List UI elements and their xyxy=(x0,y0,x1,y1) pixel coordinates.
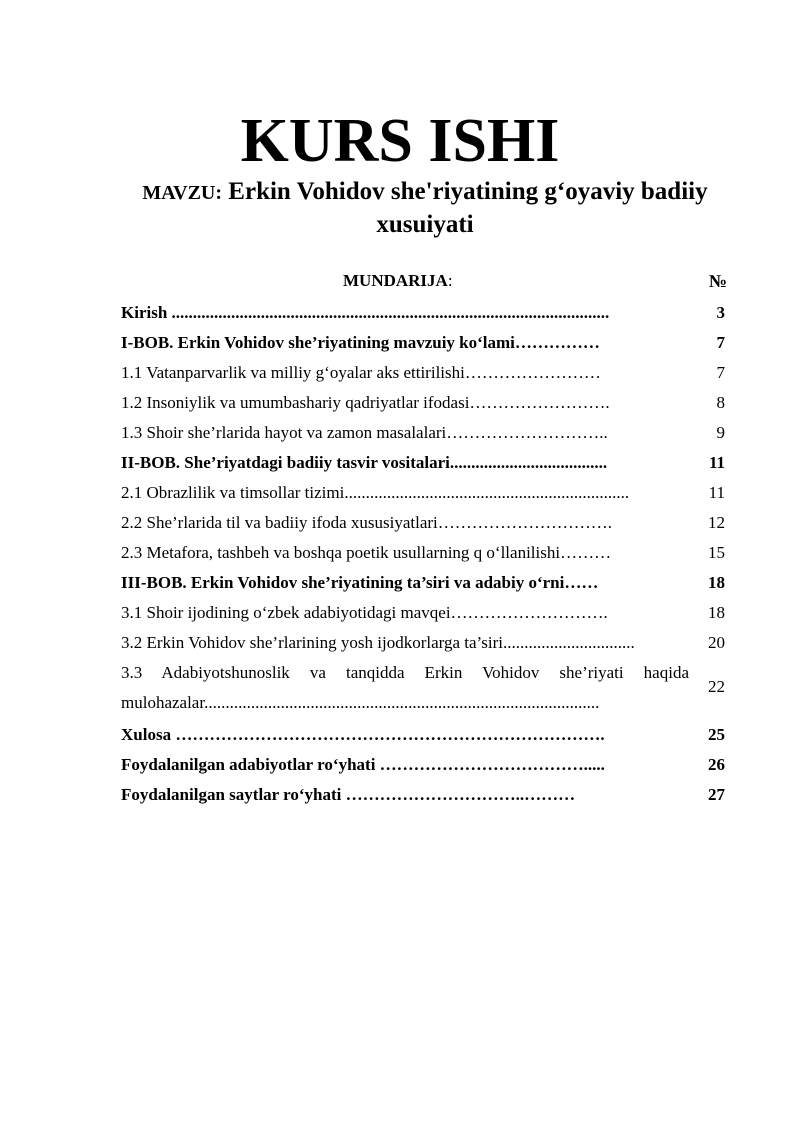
toc-entry-text: 1.3 Shoir she’rlarida hayot va zamon masalalari……………………….. xyxy=(121,423,608,442)
toc-entry-page: 11 xyxy=(708,483,725,502)
toc-row-section-3-2[interactable] xyxy=(121,628,731,658)
toc-entry-text: Kirish ....................................................................................................... xyxy=(121,303,610,322)
toc-heading-text: MUNDARIJA xyxy=(343,271,448,290)
toc-entry-text: 2.1 Obrazlilik va timsollar tizimi................................................................... xyxy=(121,483,630,502)
document-title: KURS ISHI xyxy=(240,107,560,175)
toc-entry-text: Foydalanilgan adabiyotlar ro‘yhati ………………………………..... xyxy=(121,755,605,774)
table-of-contents xyxy=(121,264,731,810)
toc-entry-page: 8 xyxy=(716,393,725,412)
toc-entry-page: 12 xyxy=(708,513,725,532)
toc-entry-text: I-BOB. Erkin Vohidov she’riyatining mavzuiy ko‘lami…………… xyxy=(121,333,600,352)
toc-row-chapter-2[interactable] xyxy=(121,448,731,478)
toc-entry-text: 1.2 Insoniylik va umumbashariy qadriyatlar ifodasi……………………. xyxy=(121,393,610,412)
toc-row-section-2-3[interactable] xyxy=(121,538,731,568)
toc-entry-page: 26 xyxy=(708,755,725,774)
toc-entry-page: 20 xyxy=(708,633,725,652)
document-subtitle xyxy=(120,176,730,241)
toc-entry-page: 15 xyxy=(708,543,725,562)
subtitle-text: Erkin Vohidov she'riyatining g‘oyaviy badiiy xusuiyati xyxy=(228,178,708,238)
toc-row-section-1-2[interactable] xyxy=(121,388,731,418)
number-column-header: № xyxy=(708,271,727,291)
toc-entry-page: 9 xyxy=(716,423,725,442)
toc-entry-text: II-BOB. She’riyatdagi badiiy tasvir vositalari..................................... xyxy=(121,453,608,472)
toc-row-section-3-1[interactable] xyxy=(121,598,731,628)
toc-entry-page: 18 xyxy=(708,603,725,622)
toc-entry-text: 3.3 Adabiyotshunoslik va tanqidda Erkin Vohidov she’riyati haqida mulohazalar............................................................................................. xyxy=(121,663,689,712)
toc-entry-page: 7 xyxy=(716,333,725,352)
toc-row-section-1-3[interactable] xyxy=(121,418,731,448)
toc-entry-text: Foydalanilgan saytlar ro‘yhati …………………………..……… xyxy=(121,785,576,804)
toc-row-introduction[interactable] xyxy=(121,298,731,328)
toc-entry-page: 3 xyxy=(716,303,725,322)
toc-entry-text: 3.2 Erkin Vohidov she’rlarining yosh ijodkorlarga ta’siri............................... xyxy=(121,633,635,652)
toc-heading xyxy=(343,264,453,298)
toc-entry-page: 22 xyxy=(708,677,725,696)
toc-entry-page: 25 xyxy=(708,725,725,744)
toc-row-section-1-1[interactable] xyxy=(121,358,731,388)
toc-row-conclusion[interactable] xyxy=(121,720,731,750)
toc-entry-page: 7 xyxy=(716,363,725,382)
toc-entry-text: 2.2 She’rlarida til va badiiy ifoda xususiyatlari…………………………. xyxy=(121,513,613,532)
toc-row-section-2-1[interactable] xyxy=(121,478,731,508)
toc-entry-page: 27 xyxy=(708,785,725,804)
toc-entry-page: 18 xyxy=(708,573,725,592)
subtitle-label: MAVZU: xyxy=(142,182,223,204)
toc-entry-text: III-BOB. Erkin Vohidov she’riyatining ta’siri va adabiy o‘rni…… xyxy=(121,573,599,592)
toc-entry-page: 11 xyxy=(708,453,725,472)
toc-row-chapter-1[interactable] xyxy=(121,328,731,358)
toc-row-websites[interactable] xyxy=(121,780,731,810)
toc-header xyxy=(121,264,731,298)
toc-entry-text: Xulosa …………………………………………………………………. xyxy=(121,725,605,744)
toc-row-chapter-3[interactable] xyxy=(121,568,731,598)
toc-entry-text: 3.1 Shoir ijodining o‘zbek adabiyotidagi mavqei………………………. xyxy=(121,603,608,622)
toc-row-section-3-3[interactable] xyxy=(121,658,731,720)
toc-row-references[interactable] xyxy=(121,750,731,780)
toc-entry-text: 1.1 Vatanparvarlik va milliy g‘oyalar aks ettirilishi…………………… xyxy=(121,363,601,382)
toc-entry-text: 2.3 Metafora, tashbeh va boshqa poetik usullarning q o‘llanilishi……… xyxy=(121,543,612,562)
toc-row-section-2-2[interactable] xyxy=(121,508,731,538)
toc-heading-colon: : xyxy=(447,271,453,290)
